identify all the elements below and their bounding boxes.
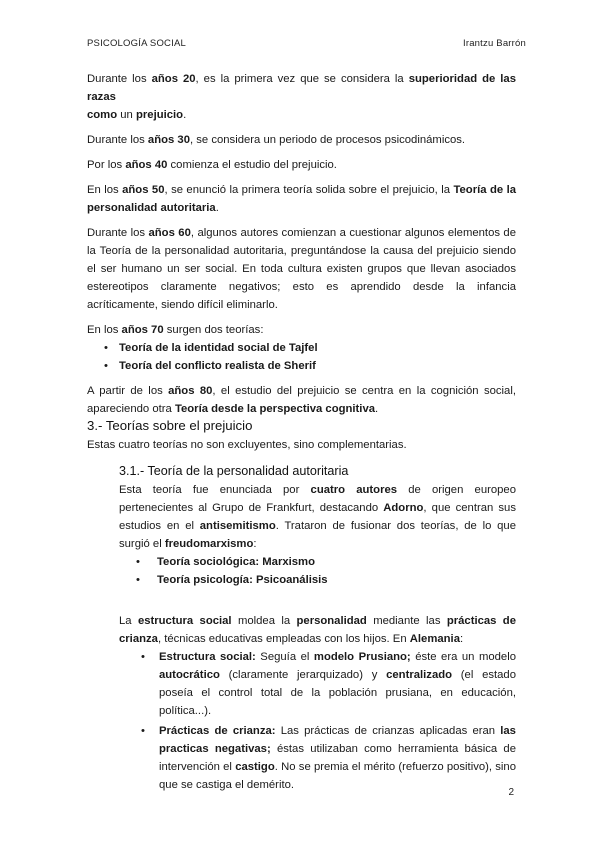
freudomarxismo-list <box>119 553 516 589</box>
paragraph-60s: Durante los años 60, algunos autores comienzan a cuestionar algunos elementos de la Teoría de la personalidad autoritaria, preguntándose la causa del prejuicio siendo el ser humano un ser social. En toda cultura existen grupos que llevan asociados estereotipos claramente negativos; esto es aprendido desde la infancia acríticamente, siendo difícil eliminarlo. <box>87 227 516 311</box>
list-item: • Teoría de la identidad social de Tajfel <box>87 339 516 357</box>
page-number: 2 <box>508 787 514 798</box>
paragraph-40s: Por los años 40 comienza el estudio del prejuicio. <box>87 159 337 171</box>
list-item: • Teoría sociológica: Marxismo <box>119 553 516 571</box>
paragraph-80s: A partir de los años 80, el estudio del prejuicio se centra en la cognición social, apareciendo otra Teoría desde la perspectiva cognitiva. <box>87 385 516 415</box>
list-item: • Prácticas de crianza: Las prácticas de crianzas aplicadas eran las practicas negativas; éstas utilizaban como herramienta básica de intervención el castigo. No se premia el mérito (refuerzo positivo), sino que se castiga el demérito. <box>119 722 516 794</box>
list-item: • Teoría psicología: Psicoanálisis <box>119 571 516 589</box>
section-intro: Estas cuatro teorías no son excluyentes, sino complementarias. <box>87 439 407 451</box>
list-item: • Estructura social: Seguía el modelo Prusiano; éste era un modelo autocrático (claramente jerarquizado) y centralizado (el estado poseía el control total de la población prusiana, en educación, política...). <box>119 648 516 720</box>
subsection-3-1 <box>119 461 516 801</box>
section-heading: 3.- Teorías sobre el prejuicio <box>87 418 253 433</box>
subsection-heading: 3.1.- Teoría de la personalidad autoritaria <box>119 464 349 478</box>
paragraph-20s: Durante los años 20, es la primera vez que se considera la superioridad de las razas como un prejuicio. <box>87 73 516 121</box>
list-item: • Teoría del conflicto realista de Sherif <box>87 357 516 375</box>
paragraph-30s: Durante los años 30, se considera un periodo de procesos psicodinámicos. <box>87 134 466 146</box>
section-3 <box>87 416 516 454</box>
germany-list <box>119 648 516 794</box>
running-header-subject: PSICOLOGÍA SOCIAL <box>87 38 186 49</box>
theories-70s-list <box>87 339 516 375</box>
paragraph-estructura: La estructura social moldea la personalidad mediante las prácticas de crianza, técnicas educativas empleadas con los hijos. En Alemania: <box>119 615 516 645</box>
running-header-author: Irantzu Barrón <box>463 38 526 49</box>
paragraph-frankfurt: Esta teoría fue enunciada por cuatro autores de origen europeo pertenecientes al Grupo de Frankfurt, destacando Adorno, que centran sus estudios en el antisemitismo. Trataron de fusionar dos teorías, de lo que surgió el freudomarxismo: <box>119 484 516 550</box>
paragraph-70s: En los años 70 surgen dos teorías: <box>87 324 264 336</box>
history-section <box>87 70 516 418</box>
paragraph-50s: En los años 50, se enunció la primera teoría solida sobre el prejuicio, la Teoría de la personalidad autoritaria. <box>87 184 516 214</box>
